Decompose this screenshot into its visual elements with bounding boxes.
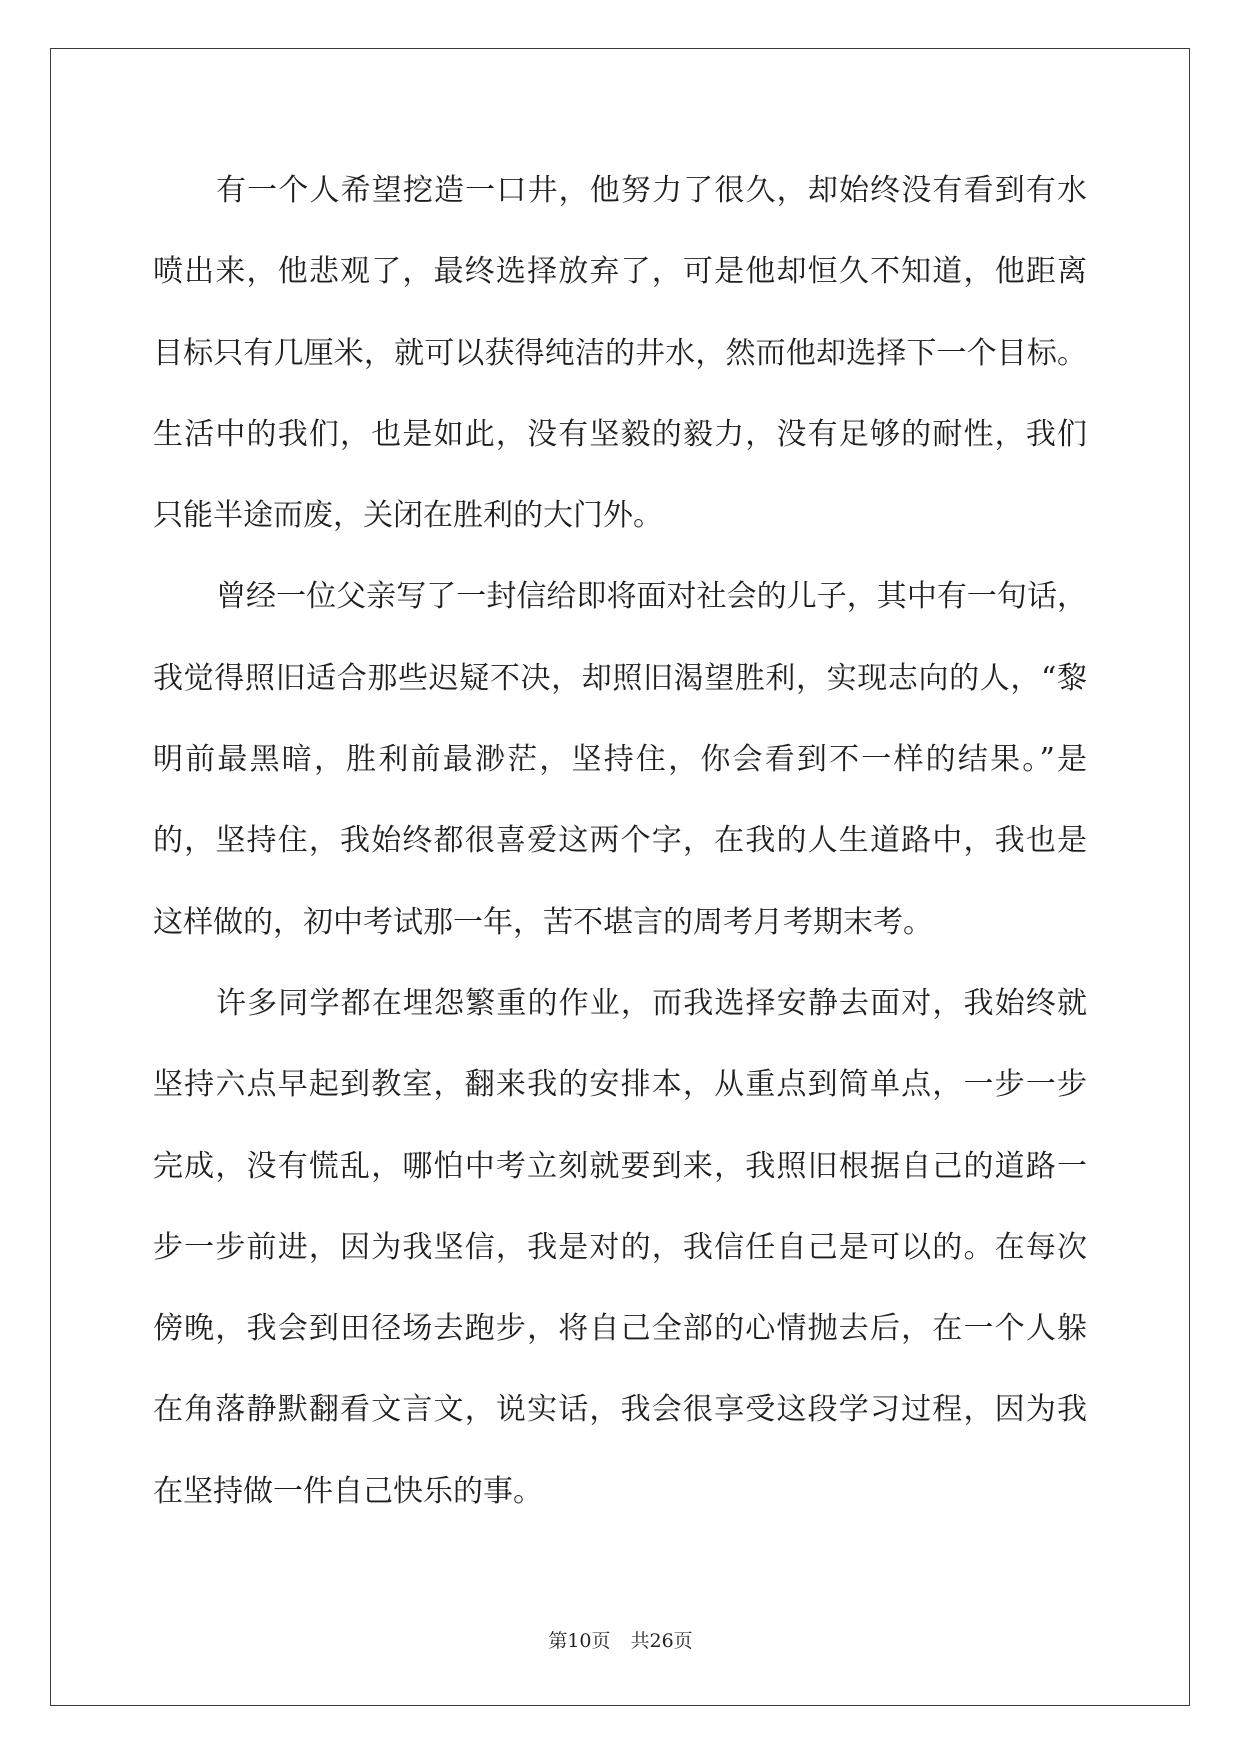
document-body [153,150,1087,1532]
page-footer [0,1628,1241,1654]
text-line: 喷出来，他悲观了，最终选择放弃了，可是他却恒久不知道，他距离 [153,254,1087,290]
current-page-number: 第10页 [548,1630,611,1652]
text-line: 在坚持做一件自己快乐的事。 [153,1473,543,1509]
text-line: 明前最黑暗，胜利前最渺茫，坚持住，你会看到不一样的结果。”是 [153,742,1087,778]
text-line: 许多同学都在埋怨繁重的作业，而我选择安静去面对，我始终就 [216,985,1087,1021]
text-line: 完成，没有慌乱，哪怕中考立刻就要到来，我照旧根据自己的道路一 [153,1148,1087,1184]
paragraph-3 [153,963,1087,1532]
text-line: 生活中的我们，也是如此，没有坚毅的毅力，没有足够的耐性，我们 [153,416,1087,452]
text-line: 我觉得照旧适合那些迟疑不决，却照旧渴望胜利，实现志向的人，“黎 [153,660,1087,696]
paragraph-2 [153,556,1087,962]
text-line: 傍晚，我会到田径场去跑步，将自己全部的心情抛去后，在一个人躲 [153,1311,1087,1347]
text-line: 曾经一位父亲写了一封信给即将面对社会的儿子，其中有一句话， [216,579,1087,615]
text-line: 目标只有几厘米，就可以获得纯洁的井水，然而他却选择下一个目标。 [153,335,1087,371]
text-line: 步一步前进，因为我坚信，我是对的，我信任自己是可以的。在每次 [153,1229,1087,1265]
text-line: 在角落静默翻看文言文，说实话，我会很享受这段学习过程，因为我 [153,1392,1087,1428]
text-line: 坚持六点早起到教室，翻来我的安排本，从重点到简单点，一步一步 [153,1067,1087,1103]
text-line: 只能半途而废，关闭在胜利的大门外。 [153,498,663,534]
paragraph-1 [153,150,1087,556]
text-line: 的，坚持住，我始终都很喜爱这两个字，在我的人生道路中，我也是 [153,823,1087,859]
text-line: 有一个人希望挖造一口井，他努力了很久，却始终没有看到有水 [216,173,1087,208]
text-line: 这样做的，初中考试那一年，苦不堪言的周考月考期末考。 [153,904,933,940]
total-page-count: 共26页 [630,1630,693,1652]
